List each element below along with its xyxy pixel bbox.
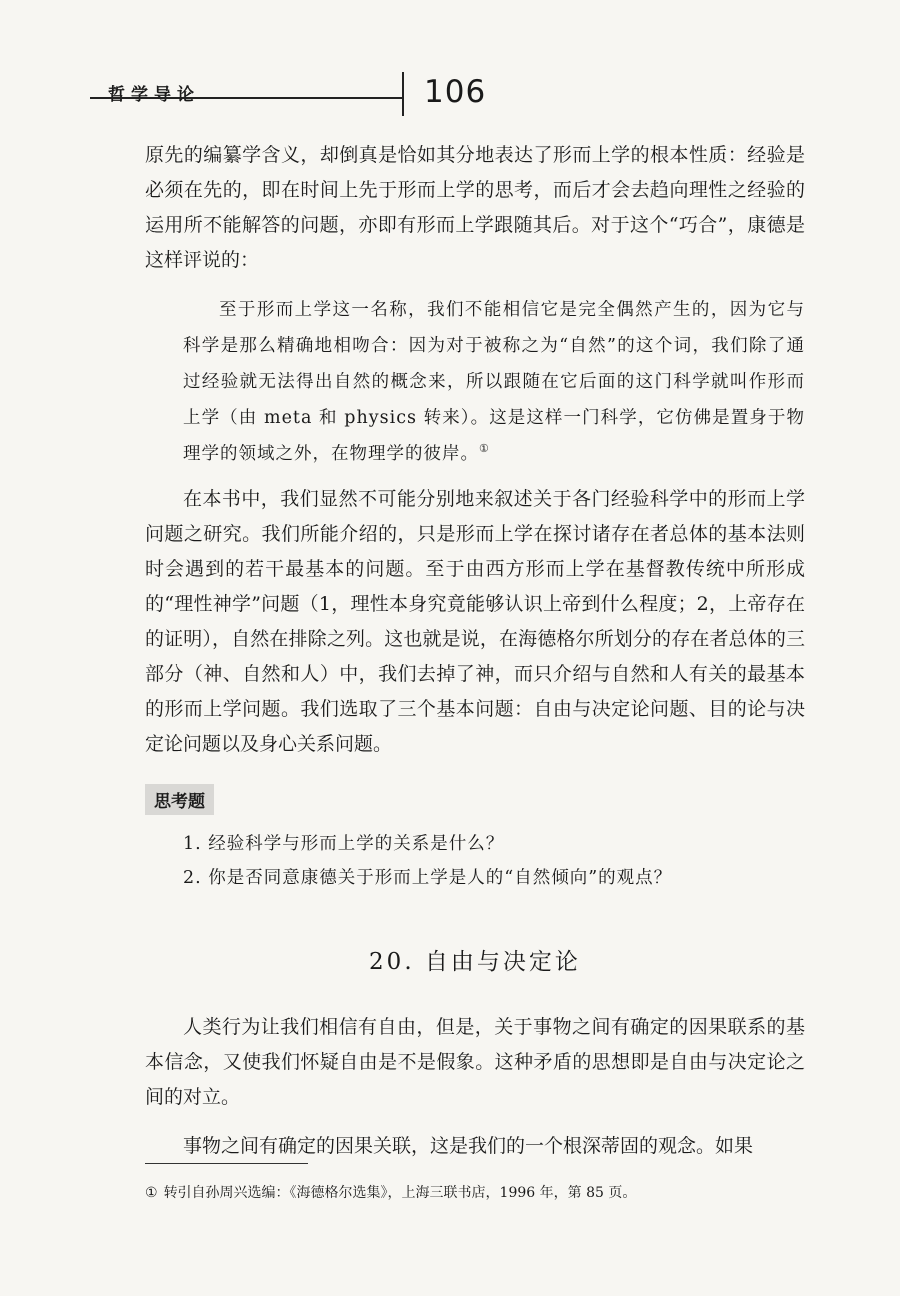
think-heading: 思考题 [145, 784, 214, 815]
quote-text: 至于形而上学这一名称，我们不能相信它是完全偶然产生的，因为它与科学是那么精确地相吻合：因为对于被称之为“自然”的这个词，我们除了通过经验就无法得出自然的概念来，所以跟随在它后面的这门科学就叫作形而上学（由 meta 和 physics 转来）。这是这样一门科学，它仿佛是置身于物理学的领域之外，在物理学的彼岸。 [183, 300, 805, 464]
question-item: 2. 你是否同意康德关于形而上学是人的“自然倾向”的观点？ [183, 868, 673, 888]
header-rule [90, 97, 402, 99]
section-title: 20. 自由与决定论 [369, 949, 581, 975]
running-header [90, 72, 490, 122]
page-content [145, 138, 805, 1164]
paragraph-scope: 在本书中，我们显然不可能分别地来叙述关于各门经验科学中的形而上学问题之研究。我们所能介绍的，只是形而上学在探讨诸存在者总体的基本法则时会遇到的若干最基本的问题。至于由西方形而上学在基督教传统中所形成的“理性神学”问题（1，理性本身究竟能够认识上帝到什么程度；2，上帝存在的证明），自然在排除之列。这也就是说，在海德格尔所划分的存在者总体的三部分（神、自然和人）中，我们去掉了神，而只介绍与自然和人有关的最基本的形而上学问题。我们选取了三个基本问题：自由与决定论问题、目的论与决定论问题以及身心关系问题。 [145, 488, 805, 755]
question-item: 1. 经验科学与形而上学的关系是什么？ [183, 834, 505, 854]
footnote [145, 1183, 785, 1203]
paragraph-continued: 原先的编纂学含义，却倒真是恰如其分地表达了形而上学的根本性质：经验是必须在先的，即在时间上先于形而上学的思考，而后才会去趋向理性之经验的运用所不能解答的问题，亦即有形而上学跟随其后。对于这个“巧合”，康德是这样评说的： [145, 144, 805, 271]
book-title: 哲学导论 [108, 85, 200, 105]
footnote-reference: ① [479, 442, 490, 456]
footnote-rule [145, 1163, 308, 1164]
footnote-text: 转引自孙周兴选编：《海德格尔选集》，上海三联书店，1996 年，第 85 页。 [163, 1185, 637, 1201]
section-paragraph: 事物之间有确定的因果关联，这是我们的一个根深蒂固的观念。如果 [183, 1135, 754, 1157]
kant-quote [145, 292, 805, 472]
section-paragraph: 人类行为让我们相信有自由，但是，关于事物之间有确定的因果联系的基本信念，又使我们怀疑自由是不是假象。这种矛盾的思想即是自由与决定论之间的对立。 [145, 1016, 805, 1108]
footnote-mark: ① [145, 1185, 158, 1201]
header-divider [402, 72, 404, 116]
page-number: 106 [424, 74, 487, 110]
question-list [145, 827, 805, 895]
